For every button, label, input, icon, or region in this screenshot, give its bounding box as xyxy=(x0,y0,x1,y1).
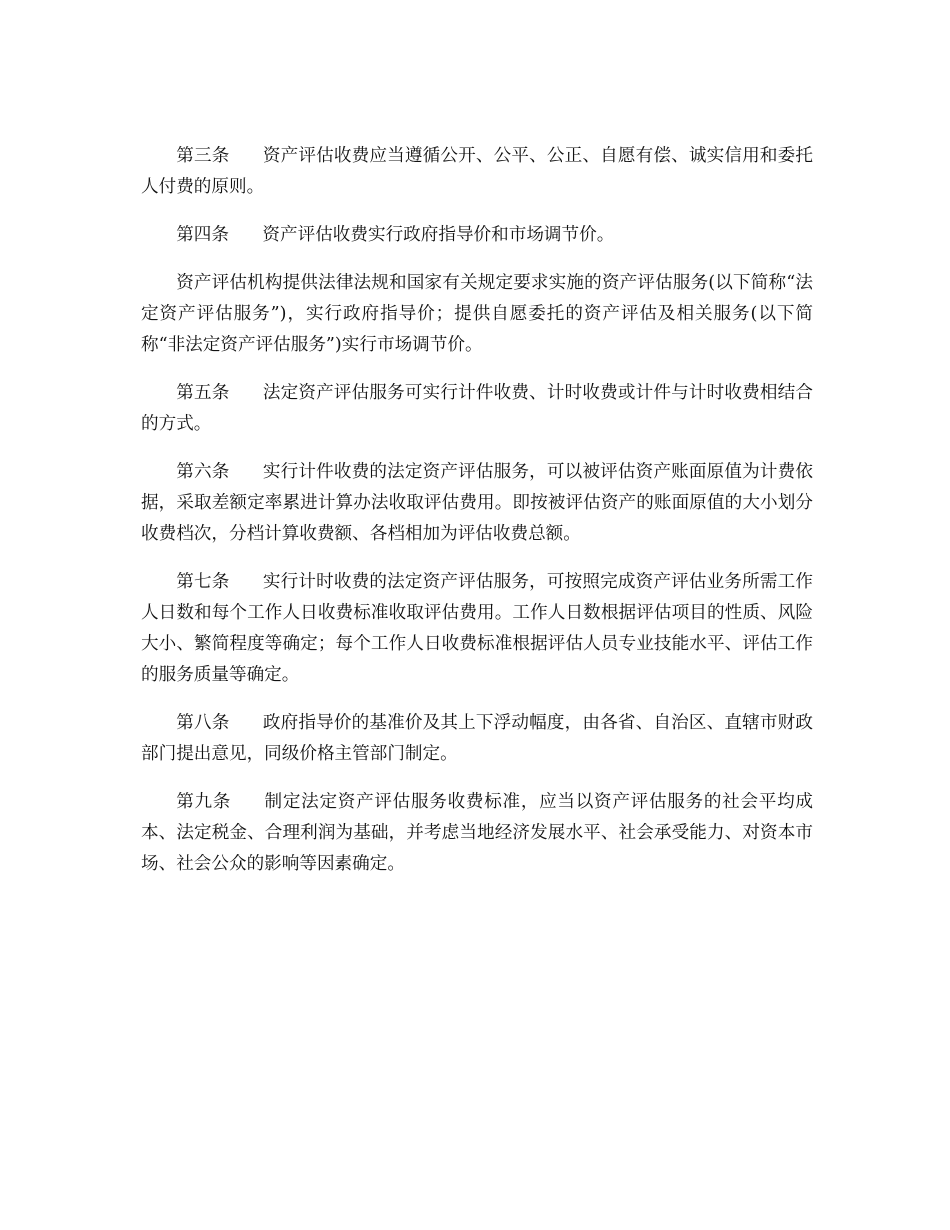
article-3 xyxy=(141,141,813,203)
article-text: 法定资产评估服务可实行计件收费、计时收费或计件与计时收费相结合的方式。 xyxy=(141,383,813,434)
article-label: 第七条 xyxy=(176,572,230,592)
article-text: 资产评估收费应当遵循公开、公平、公正、自愿有偿、诚实信用和委托人付费的原则。 xyxy=(141,146,813,197)
article-5 xyxy=(141,378,813,440)
article-text: 资产评估机构提供法律法规和国家有关规定要求实施的资产评估服务(以下简称“法定资产评估服务”)，实行政府指导价；提供自愿委托的资产评估及相关服务(以下简称“非法定资产评估服务”)实行市场调节价。 xyxy=(141,273,813,355)
article-6 xyxy=(141,457,813,550)
article-7 xyxy=(141,567,813,691)
article-text: 资产评估收费实行政府指导价和市场调节价。 xyxy=(262,225,615,245)
article-text: 实行计时收费的法定资产评估服务，可按照完成资产评估业务所需工作人日数和每个工作人日收费标准收取评估费用。工作人日数根据评估项目的性质、风险大小、繁简程度等确定；每个工作人日收费标准根据评估人员专业技能水平、评估工作的服务质量等确定。 xyxy=(141,572,813,685)
article-label: 第四条 xyxy=(176,225,229,245)
article-label: 第六条 xyxy=(176,462,230,482)
article-label: 第三条 xyxy=(176,146,230,166)
document-body xyxy=(141,141,813,897)
article-4-continuation xyxy=(141,268,813,361)
article-4 xyxy=(141,220,813,251)
article-text: 制定法定资产评估服务收费标准，应当以资产评估服务的社会平均成本、法定税金、合理利润为基础，并考虑当地经济发展水平、社会承受能力、对资本市场、社会公众的影响等因素确定。 xyxy=(141,792,813,874)
article-text: 政府指导价的基准价及其上下浮动幅度，由各省、自治区、直辖市财政部门提出意见，同级价格主管部门制定。 xyxy=(141,713,813,764)
article-9 xyxy=(141,787,813,880)
article-text: 实行计件收费的法定资产评估服务，可以被评估资产账面原值为计费依据，采取差额定率累进计算办法收取评估费用。即按被评估资产的账面原值的大小划分收费档次，分档计算收费额、各档相加为评估收费总额。 xyxy=(141,462,813,544)
article-label: 第五条 xyxy=(176,383,230,403)
article-label: 第九条 xyxy=(176,792,232,812)
article-label: 第八条 xyxy=(176,713,230,733)
article-8 xyxy=(141,708,813,770)
